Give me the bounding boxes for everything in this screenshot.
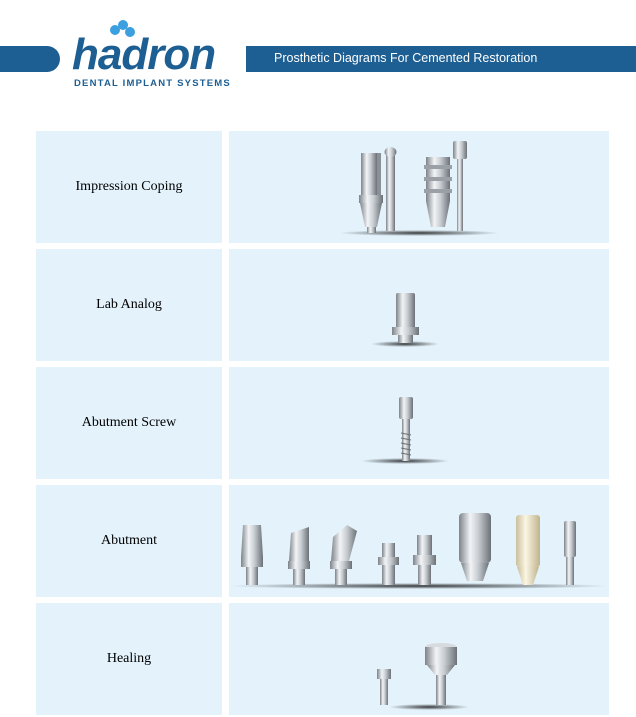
header-bar-left xyxy=(0,46,60,72)
impression-coping-icon xyxy=(229,131,609,243)
row-label: Impression Coping xyxy=(36,131,222,243)
page-title: Prosthetic Diagrams For Cemented Restoration xyxy=(274,51,538,65)
header-bar-right xyxy=(246,46,636,72)
row-impression-coping xyxy=(36,131,609,243)
row-label: Abutment xyxy=(36,485,222,597)
row-image xyxy=(229,367,609,479)
row-healing xyxy=(36,603,609,715)
row-label: Abutment Screw xyxy=(36,367,222,479)
logo-subtitle: DENTAL IMPLANT SYSTEMS xyxy=(74,78,231,89)
row-abutment-screw xyxy=(36,367,609,479)
lab-analog-icon xyxy=(229,249,609,361)
row-image xyxy=(229,603,609,715)
row-label: Healing xyxy=(36,603,222,715)
logo-word: hadron xyxy=(72,30,216,79)
abutment-icon xyxy=(229,485,609,597)
header xyxy=(0,0,636,110)
row-label: Lab Analog xyxy=(36,249,222,361)
row-image xyxy=(229,485,609,597)
row-abutment xyxy=(36,485,609,597)
healing-abutment-icon xyxy=(229,603,609,715)
abutment-screw-icon xyxy=(229,367,609,479)
logo xyxy=(72,20,242,90)
row-lab-analog xyxy=(36,249,609,361)
row-image xyxy=(229,131,609,243)
row-image xyxy=(229,249,609,361)
